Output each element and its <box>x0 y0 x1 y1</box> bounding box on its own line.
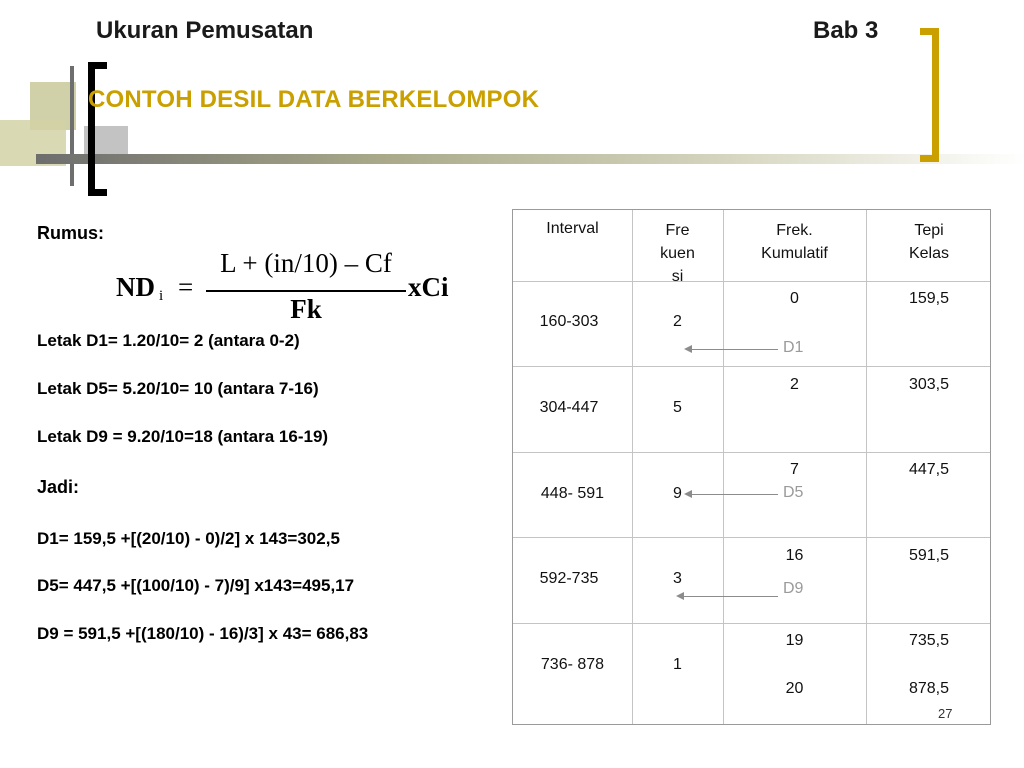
row-divider <box>513 452 990 453</box>
page-number: 27 <box>938 706 953 721</box>
letak-d1: Letak D1= 1.20/10= 2 (antara 0-2) <box>37 331 300 350</box>
slide-title: CONTOH DESIL DATA BERKELOMPOK <box>88 86 540 113</box>
cell-tepi: 303,5 <box>908 376 950 393</box>
cell-tepi: 591,5 <box>908 547 950 564</box>
cell-kumulatif: 16 <box>785 547 804 564</box>
formula-equals: = <box>178 272 194 302</box>
cell-interval: 592-735 <box>539 570 599 587</box>
arrow-left-icon <box>686 494 778 495</box>
cell-kumulatif: 0 <box>790 290 799 307</box>
cell-kumulatif: 19 <box>785 632 804 649</box>
result-d9: D9 = 591,5 +[(180/10) - 16)/3] x 43= 686,83 <box>37 624 369 643</box>
marker-d1: D1 <box>783 339 804 356</box>
row-divider <box>513 281 990 282</box>
header-frekuensi: Fre kuen si <box>660 222 695 285</box>
cell-frekuensi: 2 <box>673 313 682 330</box>
cell-tepi: 878,5 <box>908 680 950 697</box>
arrow-left-icon <box>686 349 778 350</box>
left-bracket <box>88 62 107 196</box>
formula-lhs: ND i <box>116 272 164 304</box>
cell-interval: 448- 591 <box>540 485 605 502</box>
cell-frekuensi: 5 <box>673 399 682 416</box>
formula-subscript: i <box>159 288 164 304</box>
letak-d9: Letak D9 = 9.20/10=18 (antara 16-19) <box>37 427 329 446</box>
row-divider <box>513 623 990 624</box>
header-left: Ukuran Pemusatan <box>96 17 314 44</box>
header-right: Bab 3 <box>813 17 879 44</box>
formula-numerator: L + (in/10) – Cf <box>220 248 392 278</box>
decor-vertical-line <box>70 66 74 186</box>
marker-d5: D5 <box>783 484 804 501</box>
marker-d9: D9 <box>783 580 804 597</box>
formula <box>116 250 476 330</box>
row-divider <box>513 366 990 367</box>
result-d5: D5= 447,5 +[(100/10) - 7)/9] x143=495,17 <box>37 576 355 595</box>
header-rule <box>36 154 1024 164</box>
cell-kumulatif: 2 <box>790 376 799 393</box>
jadi-label: Jadi: <box>37 477 80 497</box>
cell-frekuensi: 3 <box>673 570 682 587</box>
frequency-table <box>512 209 991 725</box>
formula-suffix: xCi <box>408 272 449 302</box>
cell-interval: 160-303 <box>539 313 599 330</box>
row-divider <box>513 537 990 538</box>
result-d1: D1= 159,5 +[(20/10) - 0)/2] x 143=302,5 <box>37 529 340 548</box>
cell-tepi: 447,5 <box>908 461 950 478</box>
cell-tepi: 159,5 <box>908 290 950 307</box>
header-interval: Interval <box>546 220 599 237</box>
right-bracket <box>920 28 939 162</box>
cell-frekuensi: 9 <box>673 485 682 502</box>
formula-denominator: Fk <box>290 294 322 324</box>
rumus-label: Rumus: <box>37 223 104 243</box>
header-tepi-kelas: Tepi Kelas <box>908 222 950 262</box>
cell-kumulatif: 7 <box>790 461 799 478</box>
cell-kumulatif: 20 <box>785 680 804 697</box>
cell-interval: 304-447 <box>539 399 599 416</box>
cell-interval: 736- 878 <box>540 656 605 673</box>
cell-tepi: 735,5 <box>908 632 950 649</box>
letak-d5: Letak D5= 5.20/10= 10 (antara 7-16) <box>37 379 319 398</box>
cell-frekuensi: 1 <box>673 656 682 673</box>
arrow-left-icon <box>678 596 778 597</box>
formula-fraction-bar <box>206 290 406 292</box>
header-kumulatif: Frek. Kumulatif <box>761 222 828 262</box>
